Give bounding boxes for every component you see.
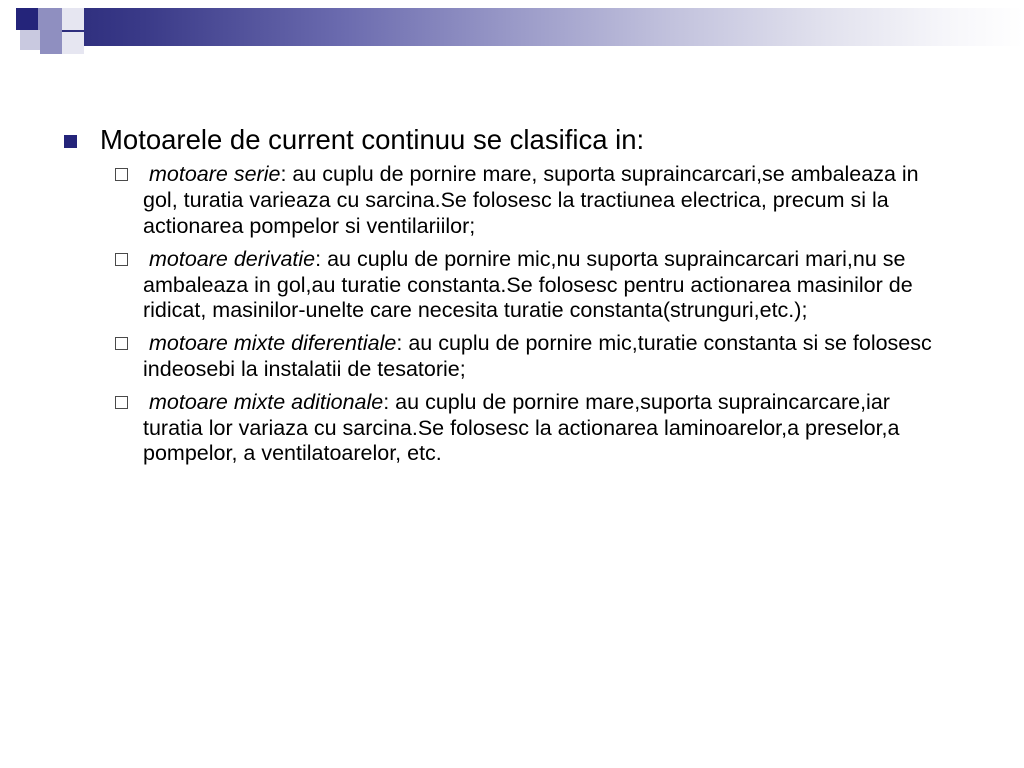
- decor-square-pale: [62, 8, 84, 30]
- slide-content: [0, 124, 1024, 474]
- list-item-text: : au cuplu de pornire mare, suporta supraincarcari,se ambaleaza in gol, turatia varieaza cu sarcina.Se folosesc la tractiunea electrica, precum si la actionarea pompelor si ventilariilor;: [143, 162, 919, 239]
- list-item: [0, 247, 1024, 324]
- decor-square-mid: [38, 8, 62, 32]
- decor-square-pale-2: [62, 32, 84, 54]
- list-item-term: motoare derivatie: [149, 246, 316, 271]
- list-item-term: motoare mixte diferentiale: [149, 331, 397, 356]
- decor-square-light: [20, 30, 40, 50]
- list-item-term: motoare serie: [149, 162, 281, 187]
- slide-heading-text: Motoarele de current continuu se clasifica in:: [100, 124, 645, 155]
- square-bullet-icon: [64, 135, 77, 148]
- hollow-square-bullet-icon: [115, 253, 128, 266]
- header-gradient-band: [46, 8, 1024, 46]
- list-item-term: motoare mixte aditionale: [149, 389, 384, 414]
- list-item: [0, 390, 1024, 467]
- slide-heading: [0, 124, 1024, 156]
- list-item: [0, 162, 1024, 239]
- list-item-text: : au cuplu de pornire mic,turatie constanta si se folosesc indeosebi la instalatii de tesatorie;: [143, 331, 932, 382]
- hollow-square-bullet-icon: [115, 168, 128, 181]
- decor-square-dark: [16, 8, 38, 30]
- hollow-square-bullet-icon: [115, 337, 128, 350]
- list-item-text: : au cuplu de pornire mare,suporta supraincarcare,iar turatia lor variaza cu sarcina.Se folosesc la actionarea laminoarelor,a preselor,a pompelor, a ventilatoarelor, etc.: [143, 389, 900, 466]
- list-item-text: : au cuplu de pornire mic,nu suporta supraincarcari mari,nu se ambaleaza in gol,au turatie constanta.Se folosesc pentru actionarea masinilor de ridicat, masinilor-unelte care necesita turatie constanta(strunguri,etc.);: [143, 246, 913, 323]
- list-item: [0, 331, 1024, 383]
- hollow-square-bullet-icon: [115, 396, 128, 409]
- motor-type-list: [0, 162, 1024, 467]
- decor-square-mid-2: [40, 32, 62, 54]
